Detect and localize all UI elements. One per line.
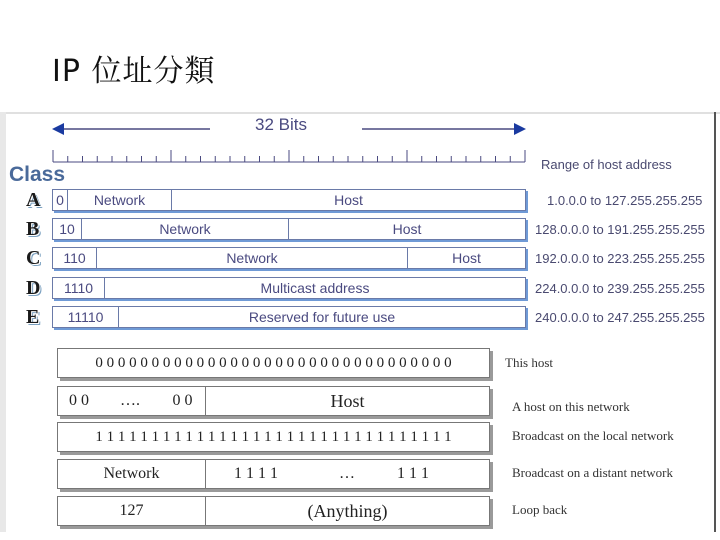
class-letter-b: B <box>26 218 40 240</box>
class-letter-e: E <box>26 306 40 328</box>
class-heading: Class <box>9 163 66 186</box>
class-d-range: 224.0.0.0 to 239.255.255.255 <box>535 281 705 296</box>
desc-this-host: This host <box>505 355 554 370</box>
all-ones: 1 1 1 1 1 1 1 1 1 1 1 1 1 1 1 1 1 1 1 1 1 1 1 1 1 1 1 1 1 1 1 1 <box>95 429 452 445</box>
class-a-network: Network <box>68 190 172 210</box>
class-letter-d: D <box>26 277 41 299</box>
class-b-range: 128.0.0.0 to 191.255.255.255 <box>535 222 705 237</box>
class-d-multicast: Multicast address <box>260 280 370 296</box>
right-border <box>714 112 716 532</box>
title-divider <box>0 112 720 114</box>
left-border <box>0 112 6 532</box>
anything-field: (Anything) <box>307 501 388 521</box>
ellipsis: …. <box>120 392 140 409</box>
special-host-this-network <box>57 386 490 416</box>
class-e-prefix: 11110 <box>53 307 119 327</box>
range-header: Range of host address <box>541 157 672 172</box>
desc-distant-broadcast: Broadcast on a distant network <box>512 465 674 480</box>
class-c-network: Network <box>97 248 408 268</box>
host-field: Host <box>330 391 365 411</box>
class-a-prefix: 0 <box>53 190 68 210</box>
class-e-reserved: Reserved for future use <box>248 309 396 325</box>
class-d-bar <box>52 277 526 299</box>
class-b-host: Host <box>392 221 422 237</box>
loopback-127: 127 <box>58 497 206 525</box>
class-d-prefix: 1110 <box>53 278 105 298</box>
desc-host-this-network: A host on this network <box>512 399 630 414</box>
special-local-broadcast <box>57 422 490 452</box>
class-b-prefix: 10 <box>53 219 82 239</box>
special-loopback <box>57 496 490 526</box>
class-letter-c: C <box>26 247 41 269</box>
desc-local-broadcast: Broadcast on the local network <box>512 428 674 443</box>
ruler-ticks <box>53 150 525 162</box>
class-c-prefix: 110 <box>53 248 97 268</box>
ones-right: 1 1 1 <box>397 465 429 482</box>
zeros-right: 0 0 <box>160 387 206 415</box>
ones-left: 1 1 1 1 <box>234 465 278 482</box>
desc-loopback: Loop back <box>512 502 568 517</box>
class-a-host: Host <box>334 192 363 208</box>
network-field: Network <box>58 460 206 488</box>
special-distant-broadcast <box>57 459 490 489</box>
class-b-bar <box>52 218 526 240</box>
class-c-bar <box>52 247 526 269</box>
class-e-bar <box>52 306 526 328</box>
class-letter-a: A <box>26 189 41 211</box>
slide-title: IP 位址分類 <box>52 54 216 89</box>
class-e-range: 240.0.0.0 to 247.255.255.255 <box>535 310 705 325</box>
arrow-head-left <box>52 123 64 135</box>
ellipsis-2: … <box>339 465 355 482</box>
zeros-left: 0 0 <box>69 392 89 409</box>
arrow-head-right <box>514 123 526 135</box>
class-a-bar <box>52 189 526 211</box>
class-b-network: Network <box>82 219 289 239</box>
class-c-host: Host <box>452 250 481 266</box>
bits-label: 32 Bits <box>255 115 307 134</box>
special-this-host <box>57 348 490 378</box>
class-c-range: 192.0.0.0 to 223.255.255.255 <box>535 251 705 266</box>
all-zeros: 0 0 0 0 0 0 0 0 0 0 0 0 0 0 0 0 0 0 0 0 0 0 0 0 0 0 0 0 0 0 0 0 <box>95 355 452 371</box>
class-a-range: 1.0.0.0 to 127.255.255.255 <box>547 193 703 208</box>
